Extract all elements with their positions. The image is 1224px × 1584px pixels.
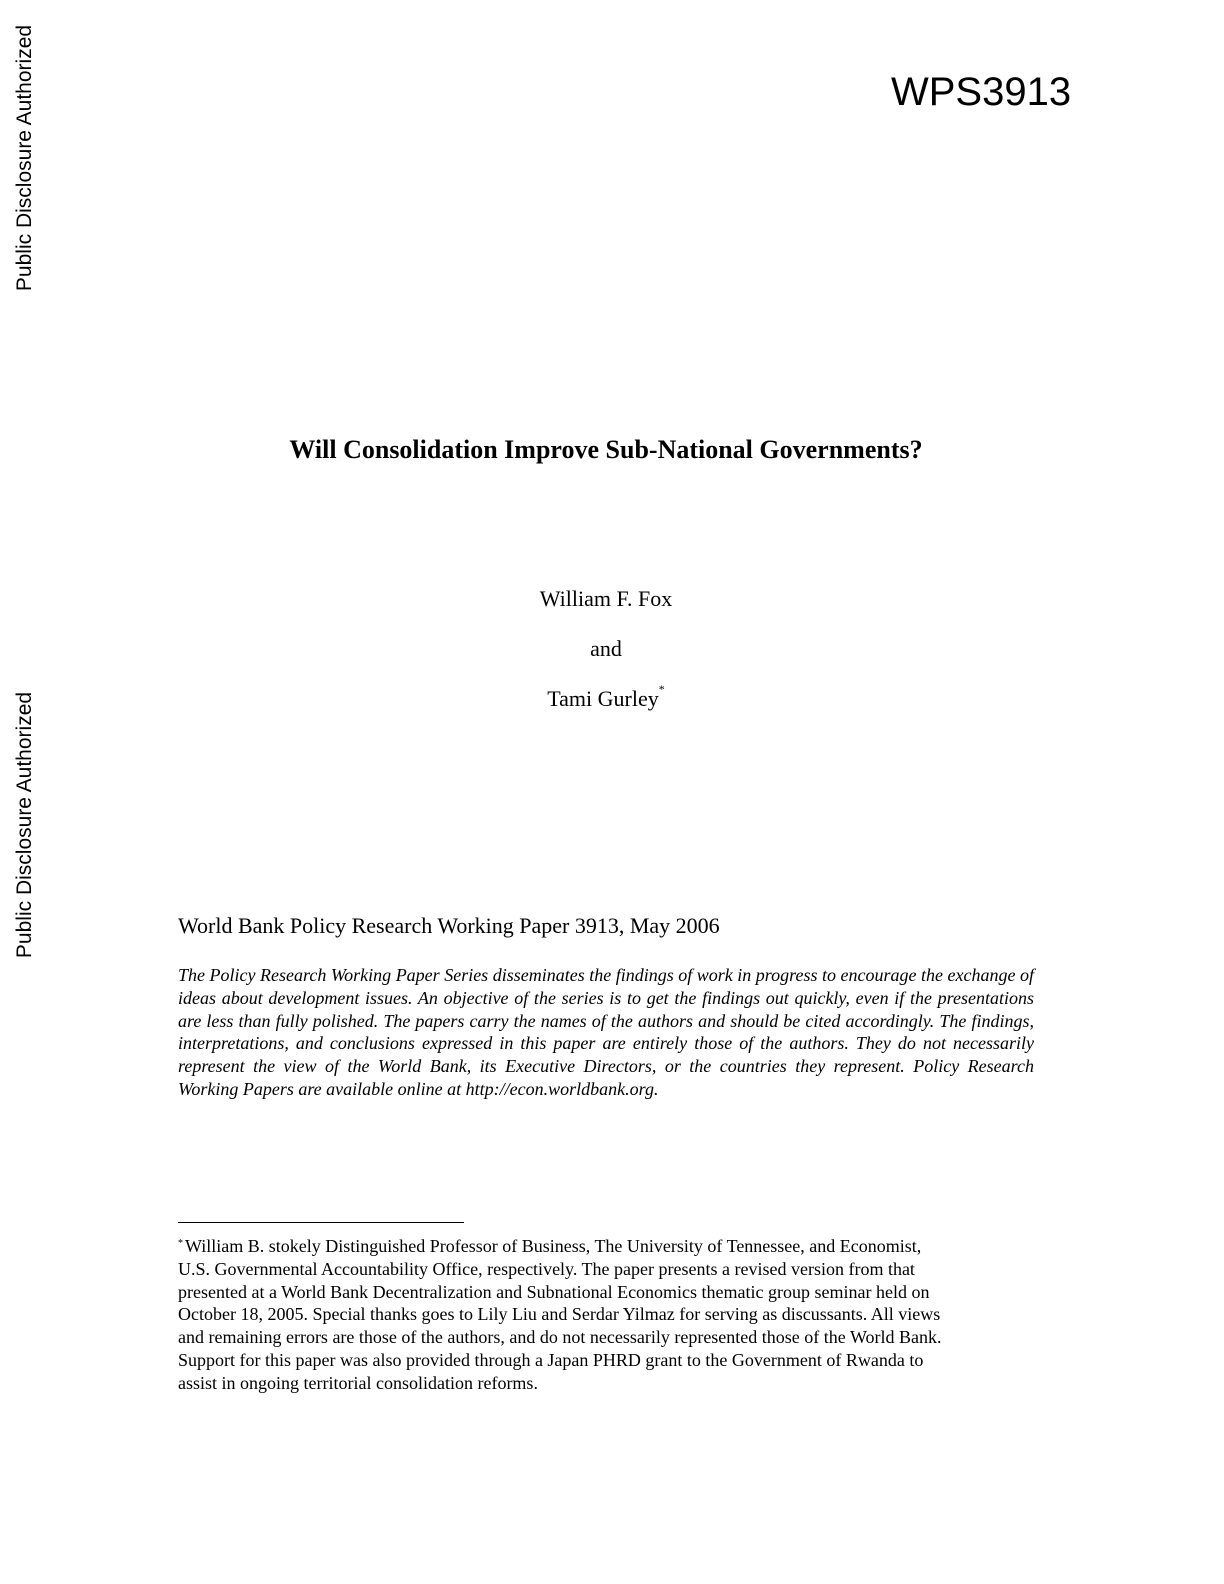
series-disclaimer: The Policy Research Working Paper Series disseminates the findings of work in progress to encourage the exchange of ideas about development issues. An objective of the series is to get the findings out quickly, even if the presentations are less than fully polished. The papers carry the names of the authors and should be cited accordingly. The findings, interpretations, and conclusions expressed in this paper are entirely those of the authors. They do not necessarily represent the view of the World Bank, its Executive Directors, or the countries they represent. Policy Research Working Papers are available online at http://econ.worldbank.org.	[178, 965, 1034, 1099]
author-separator: and	[590, 636, 622, 661]
footnote-line: presented at a World Bank Decentralization and Subnational Economics thematic group seminar held on	[178, 1281, 930, 1302]
author-name: William F. Fox	[539, 586, 673, 611]
disclosure-stamp: Public Disclosure Authorized	[13, 24, 36, 292]
disclosure-stamp: Public Disclosure Authorized	[13, 691, 36, 959]
footnote-line: assist in ongoing territorial consolidation reforms.	[178, 1372, 538, 1393]
footnote-line: Support for this paper was also provided through a Japan PHRD grant to the Government of Rwanda to	[178, 1349, 924, 1370]
report-number: WPS3913	[891, 70, 1072, 114]
footnote-line: and remaining errors are those of the authors, and do not necessarily represented those of the World Bank.	[178, 1327, 942, 1348]
working-paper-citation: World Bank Policy Research Working Paper 3913, May 2006	[178, 913, 720, 938]
footnote	[178, 1235, 1048, 1395]
paper-title: Will Consolidation Improve Sub-National Governments?	[289, 435, 923, 464]
footnote-text: William B. stokely Distinguished Professor of Business, The University of Tennessee, and Economist,	[185, 1236, 922, 1256]
footnote-divider	[178, 1222, 464, 1223]
footnote-marker: *	[658, 682, 665, 696]
footnote-line	[178, 1235, 1048, 1258]
footnote-line: October 18, 2005. Special thanks goes to Lily Liu and Serdar Yilmaz for serving as discussants. All views	[178, 1304, 941, 1325]
footnote-marker: *	[178, 1238, 183, 1249]
author-name: Tami Gurley	[547, 686, 659, 711]
footnote-line: U.S. Governmental Accountability Office, respectively. The paper presents a revised version from that	[178, 1258, 915, 1279]
author-line	[0, 682, 1212, 712]
